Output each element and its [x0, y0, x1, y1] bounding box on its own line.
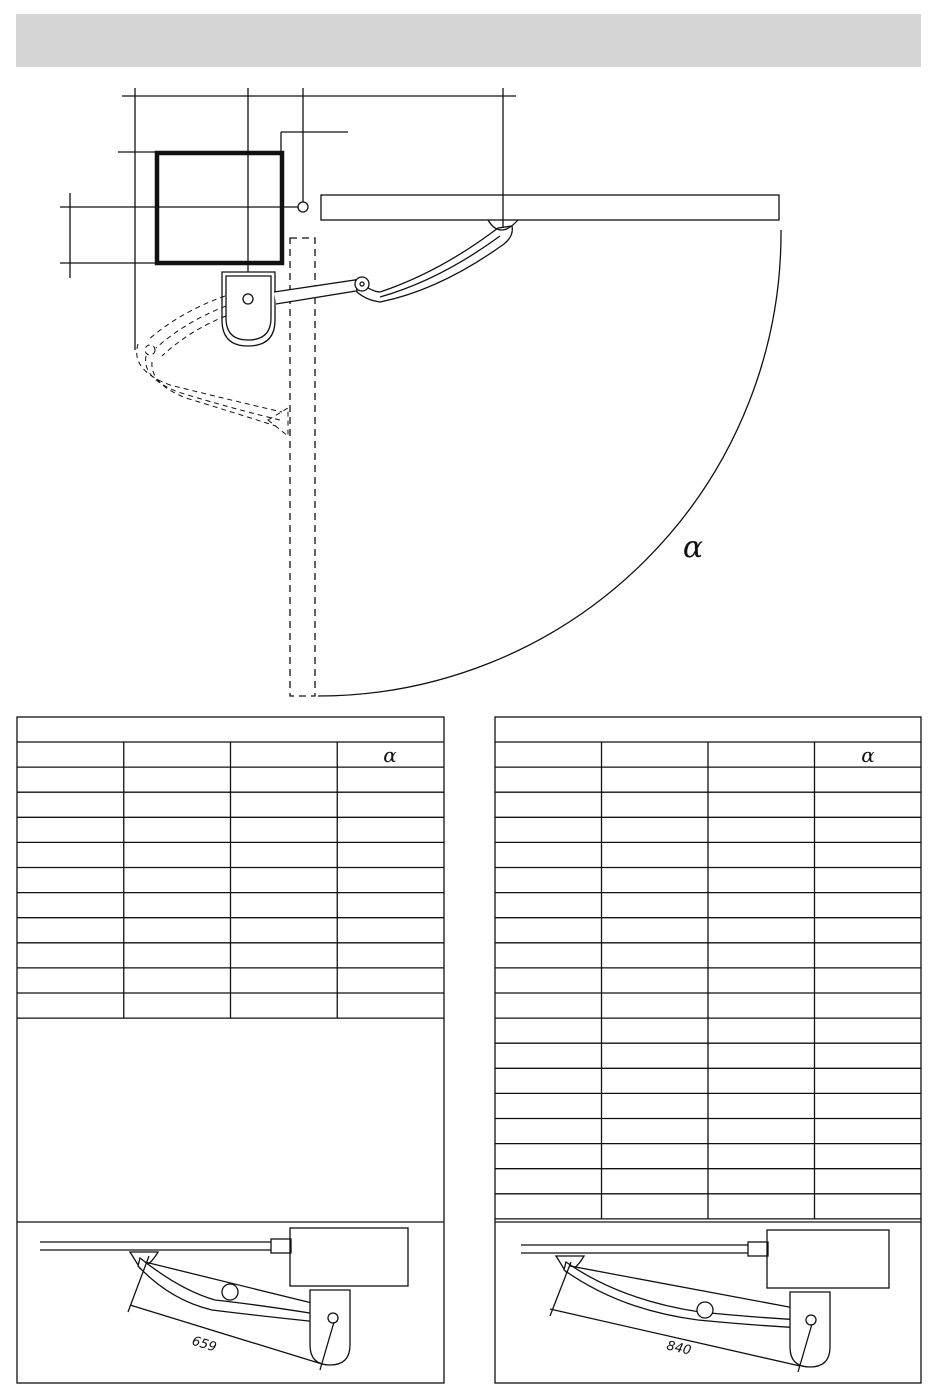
table-left-header-alpha: α	[383, 743, 397, 767]
elbow-left-detail	[222, 1284, 238, 1300]
arm-second-section	[356, 226, 512, 302]
detail-drawing-left	[40, 1228, 408, 1370]
arm-closed-line-1	[148, 296, 225, 340]
table-right-header-alpha: α	[861, 743, 875, 767]
arm-closed-joint	[145, 345, 155, 355]
arm-closed-bracket	[268, 408, 288, 436]
arm-length-label-left: 659	[189, 1333, 219, 1356]
main-plan-view	[60, 88, 781, 696]
operator-body	[222, 272, 275, 346]
measure-right-ext-1	[550, 1262, 571, 1316]
table-right-grid	[495, 742, 921, 1219]
swing-angle-label: α	[682, 530, 704, 565]
operator-left-detail	[310, 1290, 350, 1365]
elbow-right-detail	[697, 1302, 713, 1318]
gate-leaf-open	[321, 195, 779, 220]
table-right	[495, 717, 921, 1383]
arm-closed-line-3	[162, 316, 226, 356]
operator-shaft	[243, 294, 253, 304]
arm-first-section	[274, 280, 362, 304]
arm-closed-line-6	[152, 362, 276, 426]
gate-end-right	[748, 1242, 768, 1256]
hinge-pivot	[298, 202, 308, 212]
detail-drawing-right	[521, 1230, 889, 1372]
arm-closed-line-2	[156, 306, 226, 348]
arm-elbow-joint	[355, 277, 369, 291]
gate-leaf-closed	[290, 238, 315, 696]
table-left-grid	[17, 742, 444, 1018]
arm-length-label-right: 840	[665, 1338, 693, 1359]
pillar-left-detail	[290, 1228, 408, 1286]
pillar-right-detail	[767, 1230, 889, 1288]
gate-end-left	[271, 1239, 291, 1253]
pillar	[157, 153, 282, 263]
